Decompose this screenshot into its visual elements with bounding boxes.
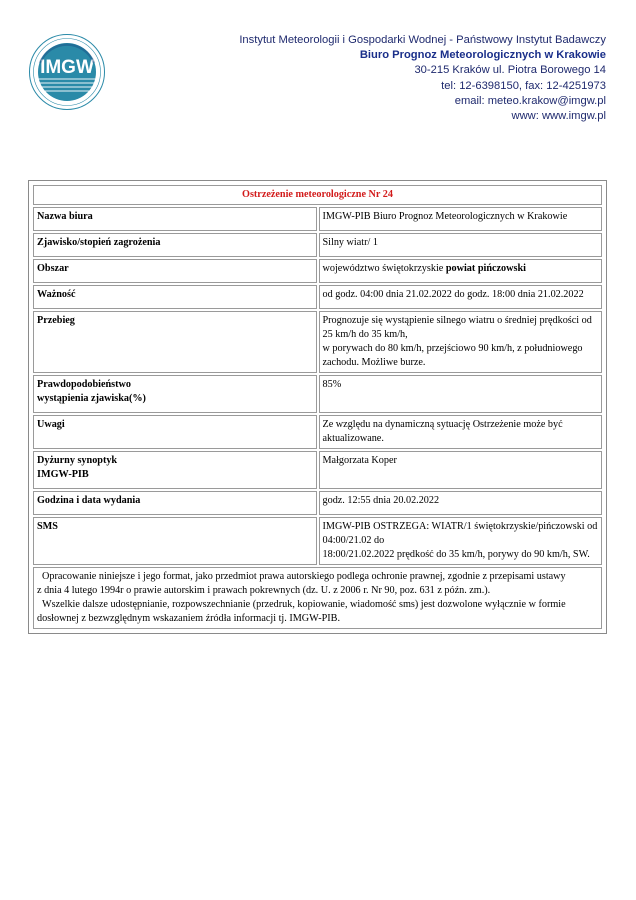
address: 30-215 Kraków ul. Piotra Borowego 14 [414, 64, 606, 77]
value-issue-time: godz. 12:55 dnia 20.02.2022 [319, 491, 603, 515]
copyright-note [33, 567, 602, 629]
row-remarks [33, 415, 602, 449]
sms-line-2: 18:00/21.02.2022 prędkość do 35 km/h, porywy do 90 km/h, SW. [322, 549, 590, 560]
label-forecaster [33, 451, 317, 489]
row-course [33, 311, 602, 373]
value-probability: 85% [319, 375, 603, 413]
area-county: powiat pińczowski [445, 263, 526, 274]
row-issue-time [33, 491, 602, 515]
value-area [319, 259, 603, 283]
logo-text: IMGW [40, 57, 94, 78]
row-probability [33, 375, 602, 413]
value-course [319, 311, 603, 373]
value-sms [319, 517, 603, 565]
course-line-1: Prognozuje się wystąpienie silnego wiatru o średniej prędkości od 25 km/h do 35 km/h, [322, 315, 592, 340]
value-phenomenon: Silny wiatr/ 1 [319, 233, 603, 257]
value-office-name: IMGW-PIB Biuro Prognoz Meteorologicznych w Krakowie [319, 207, 603, 231]
copyright-p2-line-1: Wszelkie dalsze udostępnianie, rozpowszechnianie (przedruk, kopiowanie, wiadomość sms) jest dozwolone wyłącznie w formie [42, 599, 566, 610]
warning-table [31, 183, 604, 631]
row-office-name [33, 207, 602, 231]
value-validity: od godz. 04:00 dnia 21.02.2022 do godz. 18:00 dnia 21.02.2022 [319, 285, 603, 309]
label-validity: Ważność [33, 285, 317, 309]
department-name: Biuro Prognoz Meteorologicznych w Krakowie [359, 49, 606, 62]
row-sms [33, 517, 602, 565]
copyright-p1-line-1: Opracowanie niniejsze i jego format, jako przedmiot prawa autorskiego podlega ochronie prawnej, zgodnie z przepisami ustawy [42, 571, 566, 582]
label-phenomenon: Zjawisko/stopień zagrożenia [33, 233, 317, 257]
warning-title: Ostrzeżenie meteorologiczne Nr 24 [33, 185, 602, 205]
label-sms: SMS [33, 517, 317, 565]
copyright-p2-line-2: dosłownej z bezwzględnym wskazaniem źródła informacji tj. IMGW-PIB. [37, 613, 340, 624]
label-probability [33, 375, 317, 413]
label-remarks: Uwagi [33, 415, 317, 449]
label-issue-time: Godzina i data wydania [33, 491, 317, 515]
label-office-name: Nazwa biura [33, 207, 317, 231]
warning-document [28, 180, 607, 634]
imgw-logo [28, 33, 106, 111]
institute-name: Instytut Meteorologii i Gospodarki Wodnej - Państwowy Instytut Badawczy [239, 34, 606, 46]
area-voivodeship: województwo świętokrzyskie [322, 263, 444, 274]
probability-label-line-2: wystąpienia zjawiska(%) [37, 393, 146, 404]
row-area [33, 259, 602, 283]
value-remarks: Ze względu na dynamiczną sytuację Ostrzeżenie może być aktualizowane. [319, 415, 603, 449]
row-phenomenon [33, 233, 602, 257]
forecaster-label-line-1: Dyżurny synoptyk [37, 455, 118, 466]
probability-label-line-1: Prawdopodobieństwo [37, 379, 131, 390]
copyright-p1-line-2: z dnia 4 lutego 1994r o prawie autorskim i prawach pokrewnych (dz. U. z 2006 r. Nr 90, poz. 631 z późn. zm.). [37, 585, 491, 596]
course-line-2: w porywach do 80 km/h, przejściowo 90 km/h, z południowego zachodu. Możliwe burze. [322, 343, 583, 368]
row-forecaster [33, 451, 602, 489]
forecaster-label-line-2: IMGW-PIB [37, 469, 89, 480]
row-copyright [33, 567, 602, 629]
website: www: www.imgw.pl [511, 110, 606, 123]
email: email: meteo.krakow@imgw.pl [454, 94, 606, 107]
value-forecaster: Małgorzata Koper [319, 451, 603, 489]
institute-header [239, 33, 606, 124]
phone-fax: tel: 12-6398150, fax: 12-4251973 [441, 79, 606, 92]
label-course: Przebieg [33, 311, 317, 373]
label-area: Obszar [33, 259, 317, 283]
sms-line-1: IMGW-PIB OSTRZEGA: WIATR/1 świętokrzyskie/pińczowski od 04:00/21.02 do [322, 521, 598, 546]
row-validity [33, 285, 602, 309]
